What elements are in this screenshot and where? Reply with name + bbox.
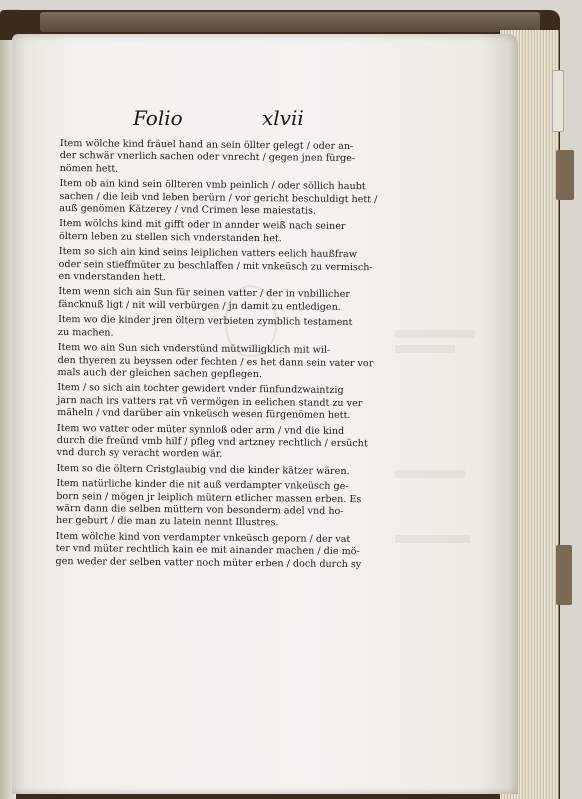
paragraph (57, 423, 375, 464)
text-line: durch die freünd vmb hilf / pfleg vnd artzney rechtlich / ersücht (56, 434, 368, 450)
text-line: mäheln / vnd darüber ain vnkeüsch wesen fürgenömen hett. (57, 407, 351, 422)
body-text (55, 138, 378, 574)
paragraph (57, 382, 375, 423)
text-line: sachen / die leib vnd leben berürn / vor gericht beschuldigt hett / (59, 190, 378, 205)
folio-number: xlvii (262, 106, 304, 130)
text-line: her geburt / die man zu latein nennt Illustres. (55, 515, 279, 529)
show-through-text (395, 535, 470, 543)
text-line: born sein / mögen jr leiplich mütern etlicher massen erben. Es (56, 490, 362, 505)
text-line: Item so die öltern Cristglaubig vnd die kinder kätzer wären. (56, 462, 350, 477)
text-line: Item wölche kind fräuel hand an sein öllter gelegt / oder an- (59, 138, 354, 153)
text-line: mals auch der gleichen sachen gepflegen. (57, 366, 263, 381)
text-line: Item wo die kinder jren öltern verbieten zymblich testament (58, 314, 353, 329)
text-line: Item natürliche kinder die nit auß verdampter vnkeüsch ge- (56, 478, 349, 493)
text-line: wärn dann die selben müttern von besonderm adel vnd ho- (56, 502, 344, 517)
text-line: den thyeren zu beyssen oder fechten / es het dann sein vater vor (57, 354, 374, 369)
text-line: ter vnd müter rechtlich kain ee mit ainander machen / die mö- (55, 543, 360, 558)
text-line: Item / so sich ain tochter gewidert vnder fünfundzwaintzig (57, 382, 344, 397)
paragraph (60, 138, 378, 179)
paragraph (58, 286, 376, 314)
text-line: Item wo vatter oder müter synnloß oder arm / vnd die kind (56, 422, 345, 437)
text-line: der schwär vnerlich sachen oder vnrecht / gegen jnen fürge- (59, 150, 356, 165)
text-line: nömen hett. (59, 162, 119, 175)
text-line: Item wenn sich ain Sun für seinen vatter / der in vnbillicher (58, 286, 350, 301)
text-line: zu machen. (57, 326, 114, 339)
show-through-text (395, 345, 455, 353)
paragraph (58, 246, 376, 287)
text-line: Item ob ain kind sein öllteren vmb peinlich / oder söllich haubt (59, 178, 366, 193)
book-headband (40, 12, 540, 32)
paragraph (55, 531, 373, 572)
paragraph (59, 218, 377, 246)
paragraph (57, 342, 375, 383)
text-line: Item wölchs kind mit gifft oder in annder weiß nach seiner (59, 218, 346, 233)
show-through-text (395, 330, 475, 338)
text-line: en vnderstanden hett. (58, 271, 166, 284)
text-line: jarn nach irs vatters rat vñ vermögen in eelichen standt zu ver (57, 394, 363, 409)
text-line: oder sein stieffmüter zu beschlaffen / mit vnkeüsch zu vermisch- (58, 258, 373, 273)
paragraph (56, 478, 375, 531)
page-header (0, 106, 582, 136)
bookmark-tab (556, 545, 572, 605)
show-through-text (395, 470, 465, 478)
bookmark-tab (556, 150, 574, 200)
text-line: öltern leben zu stellen sich vnderstanden het. (58, 230, 282, 245)
paragraph (58, 314, 376, 342)
text-line: Item wo ain Sun sich vnderstünd mütwilligklich mit wil- (57, 342, 331, 356)
text-line: Item so sich ain kind seins leiplichen vatters eelich haußfraw (58, 246, 358, 261)
folio-label: Folio (133, 106, 183, 130)
text-line: Item wölche kind von verdampter vnkeüsch geporn / der vat (55, 530, 351, 545)
paragraph (56, 463, 374, 479)
text-line: vnd durch sy veracht worden wär. (56, 447, 223, 461)
text-line: gen weder der selben vatter noch müter erben / doch durch sy (55, 555, 362, 570)
text-line: auß genömen Kätzerey / vnd Crimen lese maiestatis. (59, 203, 317, 217)
paragraph (59, 178, 377, 219)
text-line: fäncknuß ligt / nit will verbürgen / jn damit zu entledigen. (58, 298, 341, 313)
